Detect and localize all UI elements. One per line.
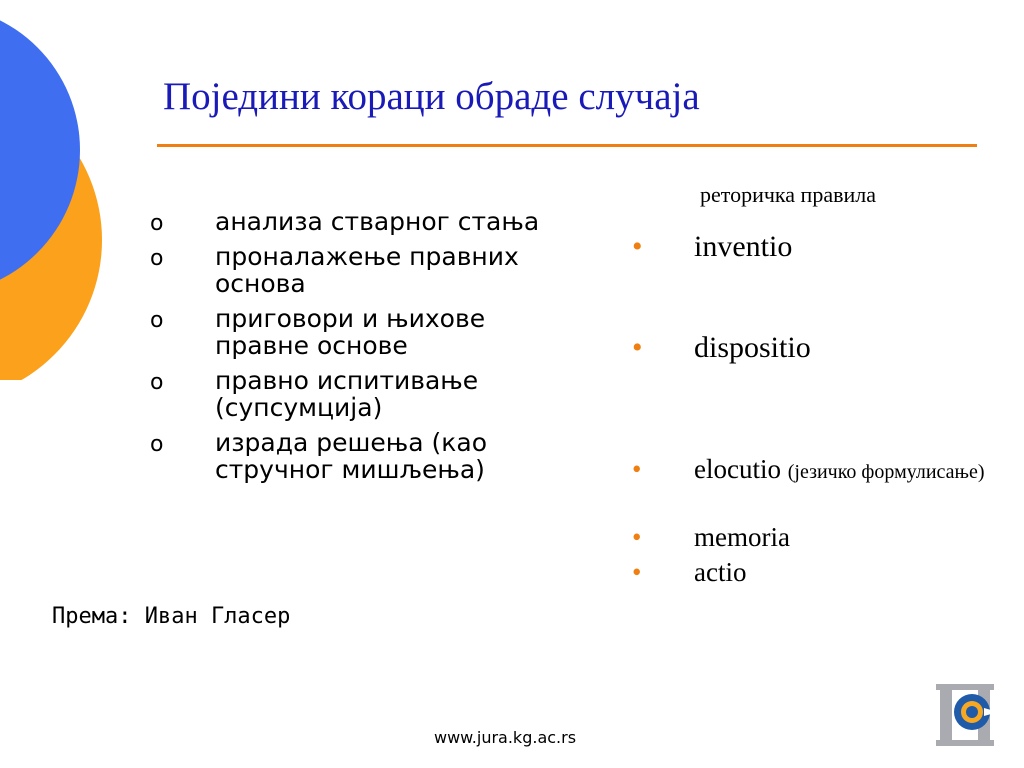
- bullet-dot-icon: •: [632, 522, 642, 552]
- source-credit: Према: Иван Гласер: [52, 604, 291, 629]
- faculty-logo-icon: [936, 682, 1000, 748]
- rhetoric-label: inventio: [694, 230, 793, 263]
- corner-circle-decoration: [0, 0, 110, 380]
- rhetoric-label: elocutio: [694, 454, 781, 484]
- step-text: израда решења (као стручног мишљења): [215, 428, 487, 484]
- rhetoric-note: (језичко формулисање): [787, 461, 985, 483]
- bullet-dot-icon: •: [632, 230, 643, 263]
- bullet-dot-icon: •: [632, 454, 642, 484]
- title-divider: [157, 144, 977, 147]
- rhetoric-heading: реторичка правила: [700, 182, 876, 207]
- step-text: правно испитивање (супсумција): [215, 366, 479, 422]
- circle-bullet-icon: o: [150, 432, 164, 457]
- circle-bullet-icon: o: [150, 246, 164, 271]
- bullet-dot-icon: •: [632, 331, 643, 364]
- step-text: анализа стварног стања: [215, 207, 540, 236]
- step-item: [150, 429, 550, 483]
- step-item: [150, 243, 550, 297]
- circle-bullet-icon: o: [150, 211, 164, 236]
- bullet-dot-icon: •: [632, 557, 642, 587]
- circle-bullet-icon: o: [150, 370, 164, 395]
- circle-bullet-icon: o: [150, 308, 164, 333]
- slide-title: Поједини кораци обраде случаја: [163, 75, 700, 118]
- steps-list: [150, 208, 550, 491]
- step-item: [150, 305, 550, 359]
- rhetoric-label: dispositio: [694, 331, 811, 364]
- footer-url: www.jura.kg.ac.rs: [434, 728, 577, 747]
- rhetoric-label: actio: [694, 557, 747, 587]
- step-item: [150, 208, 550, 235]
- step-item: [150, 367, 550, 421]
- step-text: приговори и њихове правне основе: [215, 304, 486, 360]
- rhetoric-label: memoria: [694, 522, 790, 552]
- step-text: проналажење правних основа: [215, 242, 519, 298]
